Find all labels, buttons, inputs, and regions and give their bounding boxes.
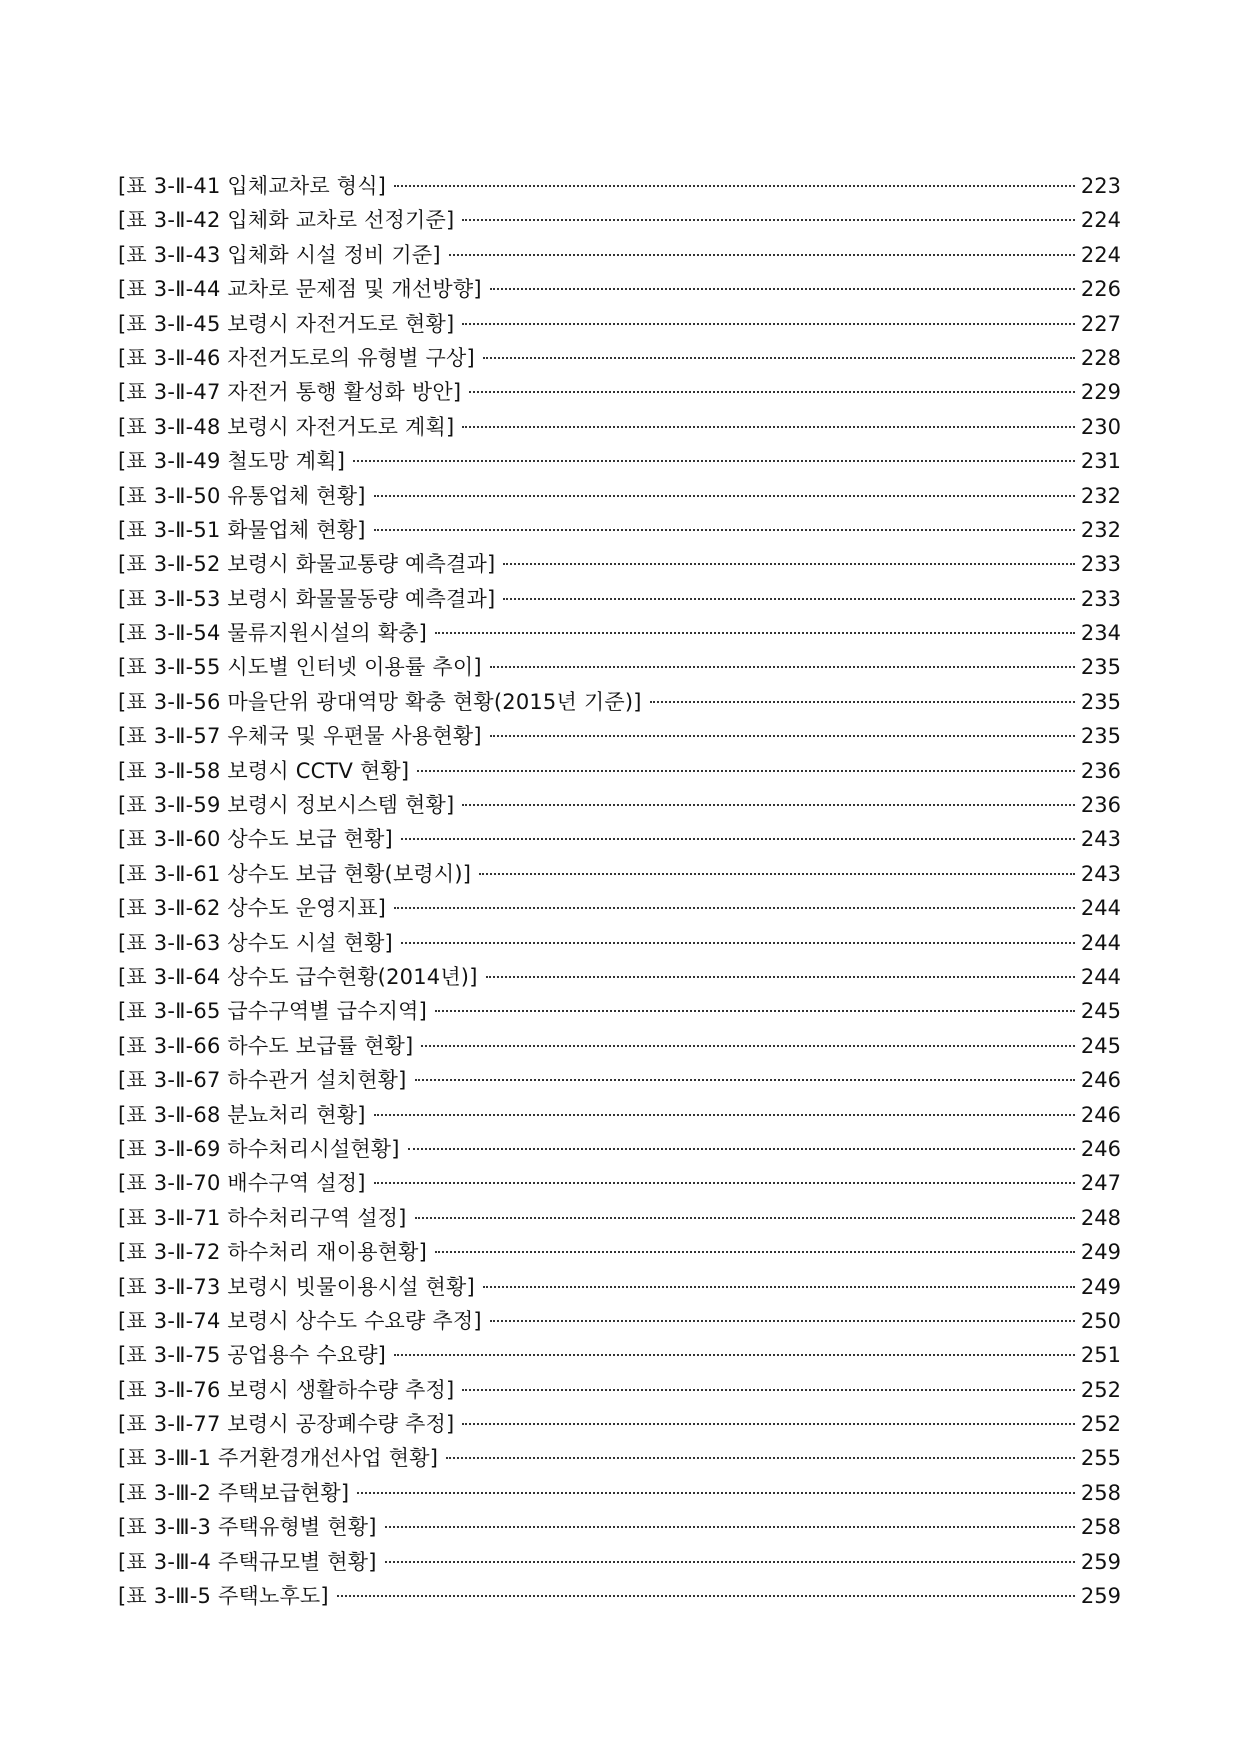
dot-leader — [449, 254, 1075, 256]
toc-entry[interactable] — [118, 411, 1121, 445]
toc-entry-page-number: 244 — [1080, 896, 1121, 921]
toc-entry[interactable] — [118, 445, 1121, 479]
toc-entry-title: [표 3-Ⅱ-75 공업용수 수요량] — [118, 1343, 387, 1368]
toc-entry-page-number: 235 — [1080, 655, 1121, 680]
dot-leader — [462, 804, 1075, 806]
dot-leader — [490, 288, 1075, 290]
toc-entry-page-number: 246 — [1080, 1068, 1121, 1093]
toc-entry-page-number: 259 — [1080, 1584, 1121, 1609]
toc-entry-page-number: 244 — [1080, 930, 1121, 955]
toc-entry-title: [표 3-Ⅱ-65 급수구역별 급수지역] — [118, 999, 428, 1024]
dot-leader — [503, 598, 1075, 600]
dot-leader — [490, 666, 1075, 668]
toc-entry-page-number: 252 — [1080, 1377, 1121, 1402]
toc-entry[interactable] — [118, 1374, 1121, 1408]
toc-entry[interactable] — [118, 342, 1121, 376]
toc-entry[interactable] — [118, 1236, 1121, 1270]
toc-entry-title: [표 3-Ⅱ-58 보령시 CCTV 현황] — [118, 758, 410, 783]
toc-entry-page-number: 233 — [1080, 552, 1121, 577]
dot-leader — [503, 563, 1075, 565]
toc-entry[interactable] — [118, 1167, 1121, 1201]
toc-entry[interactable] — [118, 1477, 1121, 1511]
toc-entry-title: [표 3-Ⅱ-63 상수도 시설 현황] — [118, 930, 393, 955]
toc-entry[interactable] — [118, 720, 1121, 754]
toc-entry-title: [표 3-Ⅱ-52 보령시 화물교통량 예측결과] — [118, 552, 496, 577]
toc-entry-page-number: 227 — [1080, 311, 1121, 336]
dot-leader — [357, 1492, 1075, 1494]
toc-entry[interactable] — [118, 480, 1121, 514]
toc-entry[interactable] — [118, 514, 1121, 548]
toc-entry-page-number: 245 — [1080, 1033, 1121, 1058]
dot-leader — [462, 219, 1075, 221]
toc-entry-title: [표 3-Ⅱ-53 보령시 화물물동량 예측결과] — [118, 586, 496, 611]
dot-leader — [374, 495, 1075, 497]
toc-entry[interactable] — [118, 755, 1121, 789]
toc-entry-page-number: 247 — [1080, 1171, 1121, 1196]
toc-entry[interactable] — [118, 617, 1121, 651]
dot-leader — [417, 770, 1075, 772]
dot-leader — [479, 873, 1075, 875]
toc-entry-title: [표 3-Ⅱ-59 보령시 정보시스템 현황] — [118, 793, 455, 818]
toc-entry[interactable] — [118, 548, 1121, 582]
dot-leader — [408, 1148, 1075, 1150]
toc-entry-page-number: 233 — [1080, 586, 1121, 611]
dot-leader — [421, 1045, 1074, 1047]
toc-entry-title: [표 3-Ⅱ-68 분뇨처리 현황] — [118, 1102, 366, 1127]
toc-entry-page-number: 243 — [1080, 827, 1121, 852]
toc-entry[interactable] — [118, 1030, 1121, 1064]
toc-entry-page-number: 259 — [1080, 1549, 1121, 1574]
toc-entry-title: [표 3-Ⅱ-48 보령시 자전거도로 계획] — [118, 414, 455, 439]
toc-entry-page-number: 235 — [1080, 689, 1121, 714]
toc-entry[interactable] — [118, 1099, 1121, 1133]
toc-entry-page-number: 246 — [1080, 1136, 1121, 1161]
dot-leader — [385, 1526, 1075, 1528]
toc-entry[interactable] — [118, 376, 1121, 410]
toc-entry-title: [표 3-Ⅱ-74 보령시 상수도 수요량 추정] — [118, 1308, 482, 1333]
toc-entry-page-number: 230 — [1080, 414, 1121, 439]
dot-leader — [337, 1595, 1075, 1597]
toc-entry[interactable] — [118, 1442, 1121, 1476]
dot-leader — [462, 323, 1075, 325]
dot-leader — [415, 1079, 1075, 1081]
toc-entry-page-number: 235 — [1080, 724, 1121, 749]
toc-entry-page-number: 248 — [1080, 1205, 1121, 1230]
toc-entry-page-number: 224 — [1080, 208, 1121, 233]
toc-entry-title: [표 3-Ⅱ-66 하수도 보급률 현황] — [118, 1033, 414, 1058]
dot-leader — [462, 1389, 1075, 1391]
toc-entry-title: [표 3-Ⅱ-57 우체국 및 우편물 사용현황] — [118, 724, 482, 749]
dot-leader — [490, 735, 1075, 737]
toc-entry[interactable] — [118, 583, 1121, 617]
toc-entry[interactable] — [118, 204, 1121, 238]
dot-leader — [650, 701, 1075, 703]
toc-list — [118, 170, 1121, 1614]
toc-entry-page-number: 258 — [1080, 1480, 1121, 1505]
toc-entry[interactable] — [118, 823, 1121, 857]
toc-entry[interactable] — [118, 273, 1121, 307]
toc-entry-page-number: 226 — [1080, 277, 1121, 302]
toc-entry-title: [표 3-Ⅱ-77 보령시 공장폐수량 추정] — [118, 1412, 455, 1437]
dot-leader — [486, 976, 1075, 978]
toc-entry[interactable] — [118, 651, 1121, 685]
toc-entry-title: [표 3-Ⅲ-5 주택노후도] — [118, 1584, 329, 1609]
toc-entry-title: [표 3-Ⅱ-61 상수도 보급 현황(보령시)] — [118, 861, 472, 886]
toc-entry-title: [표 3-Ⅱ-60 상수도 보급 현황] — [118, 827, 393, 852]
toc-entry-page-number: 224 — [1080, 242, 1121, 267]
toc-entry-page-number: 223 — [1080, 174, 1121, 198]
toc-entry-page-number: 249 — [1080, 1274, 1121, 1299]
toc-entry[interactable] — [118, 1305, 1121, 1339]
toc-entry-page-number: 236 — [1080, 758, 1121, 783]
dot-leader — [415, 1217, 1075, 1219]
toc-entry-title: [표 3-Ⅱ-42 입체화 교차로 선정기준] — [118, 208, 455, 233]
toc-entry-title: [표 3-Ⅱ-71 하수처리구역 설정] — [118, 1205, 407, 1230]
toc-entry-title: [표 3-Ⅲ-2 주택보급현황] — [118, 1480, 350, 1505]
toc-entry-title: [표 3-Ⅱ-47 자전거 통행 활성화 방안] — [118, 380, 462, 405]
toc-entry-title: [표 3-Ⅱ-41 입체교차로 형식] — [118, 174, 387, 198]
toc-entry-title: [표 3-Ⅱ-51 화물업체 현황] — [118, 517, 366, 542]
dot-leader — [469, 391, 1075, 393]
toc-entry-page-number: 244 — [1080, 964, 1121, 989]
dot-leader — [385, 1561, 1075, 1563]
dot-leader — [374, 1182, 1075, 1184]
toc-entry[interactable] — [118, 1202, 1121, 1236]
toc-entry-title: [표 3-Ⅱ-73 보령시 빗물이용시설 현황] — [118, 1274, 475, 1299]
toc-entry-title: [표 3-Ⅱ-67 하수관거 설치현황] — [118, 1068, 407, 1093]
toc-entry-title: [표 3-Ⅱ-64 상수도 급수현황(2014년)] — [118, 964, 478, 989]
toc-entry-page-number: 255 — [1080, 1446, 1121, 1471]
toc-entry[interactable] — [118, 308, 1121, 342]
toc-entry-page-number: 251 — [1080, 1343, 1121, 1368]
toc-entry[interactable] — [118, 789, 1121, 823]
toc-entry-title: [표 3-Ⅱ-55 시도별 인터넷 이용률 추이] — [118, 655, 482, 680]
dot-leader — [394, 907, 1075, 909]
dot-leader — [483, 1286, 1075, 1288]
dot-leader — [446, 1457, 1075, 1459]
toc-entry-page-number: 236 — [1080, 793, 1121, 818]
toc-entry[interactable] — [118, 927, 1121, 961]
toc-entry-page-number: 250 — [1080, 1308, 1121, 1333]
toc-entry[interactable] — [118, 1339, 1121, 1373]
toc-entry[interactable] — [118, 1546, 1121, 1580]
toc-entry[interactable] — [118, 1408, 1121, 1442]
dot-leader — [401, 942, 1075, 944]
toc-entry[interactable] — [118, 239, 1121, 273]
toc-entry-title: [표 3-Ⅱ-56 마을단위 광대역망 확충 현황(2015년 기준)] — [118, 689, 642, 714]
toc-entry-page-number: 232 — [1080, 517, 1121, 542]
toc-entry[interactable] — [118, 686, 1121, 720]
toc-entry-title: [표 3-Ⅲ-1 주거환경개선사업 현황] — [118, 1446, 439, 1471]
toc-entry[interactable] — [118, 1064, 1121, 1098]
toc-entry[interactable] — [118, 995, 1121, 1029]
dot-leader — [374, 1114, 1075, 1116]
toc-entry-page-number: 243 — [1080, 861, 1121, 886]
toc-entry-page-number: 249 — [1080, 1240, 1121, 1265]
toc-entry[interactable] — [118, 892, 1121, 926]
dot-leader — [374, 529, 1075, 531]
toc-entry-page-number: 252 — [1080, 1412, 1121, 1437]
dot-leader — [435, 1010, 1075, 1012]
toc-entry-title: [표 3-Ⅱ-44 교차로 문제점 및 개선방향] — [118, 277, 482, 302]
toc-entry[interactable] — [118, 170, 1121, 204]
toc-entry-page-number: 245 — [1080, 999, 1121, 1024]
toc-entry-page-number: 228 — [1080, 345, 1121, 370]
toc-entry[interactable] — [118, 1133, 1121, 1167]
dot-leader — [401, 838, 1075, 840]
dot-leader — [353, 460, 1075, 462]
toc-entry-page-number: 258 — [1080, 1515, 1121, 1540]
toc-entry[interactable] — [118, 1511, 1121, 1545]
toc-entry-page-number: 234 — [1080, 621, 1121, 646]
toc-entry-title: [표 3-Ⅱ-50 유통업체 현황] — [118, 483, 366, 508]
dot-leader — [462, 426, 1075, 428]
toc-entry-title: [표 3-Ⅱ-45 보령시 자전거도로 현황] — [118, 311, 455, 336]
dot-leader — [435, 1251, 1075, 1253]
toc-entry-title: [표 3-Ⅱ-62 상수도 운영지표] — [118, 896, 387, 921]
dot-leader — [490, 1320, 1075, 1322]
toc-entry[interactable] — [118, 858, 1121, 892]
toc-entry-title: [표 3-Ⅱ-69 하수처리시설현황] — [118, 1136, 400, 1161]
dot-leader — [483, 357, 1075, 359]
toc-entry-title: [표 3-Ⅲ-3 주택유형별 현황] — [118, 1515, 377, 1540]
toc-entry-title: [표 3-Ⅱ-76 보령시 생활하수량 추정] — [118, 1377, 455, 1402]
toc-entry-title: [표 3-Ⅱ-72 하수처리 재이용현황] — [118, 1240, 428, 1265]
toc-entry-page-number: 229 — [1080, 380, 1121, 405]
toc-entry-title: [표 3-Ⅱ-70 배수구역 설정] — [118, 1171, 366, 1196]
toc-entry-title: [표 3-Ⅱ-49 철도망 계획] — [118, 449, 346, 474]
toc-entry[interactable] — [118, 961, 1121, 995]
toc-entry-title: [표 3-Ⅱ-54 물류지원시설의 확충] — [118, 621, 428, 646]
dot-leader — [394, 1354, 1075, 1356]
dot-leader — [435, 632, 1075, 634]
dot-leader — [394, 185, 1075, 187]
toc-entry-page-number: 231 — [1080, 449, 1121, 474]
toc-entry-title: [표 3-Ⅲ-4 주택규모별 현황] — [118, 1549, 377, 1574]
dot-leader — [462, 1423, 1075, 1425]
toc-entry-page-number: 232 — [1080, 483, 1121, 508]
toc-entry-title: [표 3-Ⅱ-43 입체화 시설 정비 기준] — [118, 242, 441, 267]
toc-entry[interactable] — [118, 1271, 1121, 1305]
toc-entry[interactable] — [118, 1580, 1121, 1614]
table-of-contents — [118, 170, 1121, 1614]
toc-entry-title: [표 3-Ⅱ-46 자전거도로의 유형별 구상] — [118, 345, 475, 370]
toc-entry-page-number: 246 — [1080, 1102, 1121, 1127]
